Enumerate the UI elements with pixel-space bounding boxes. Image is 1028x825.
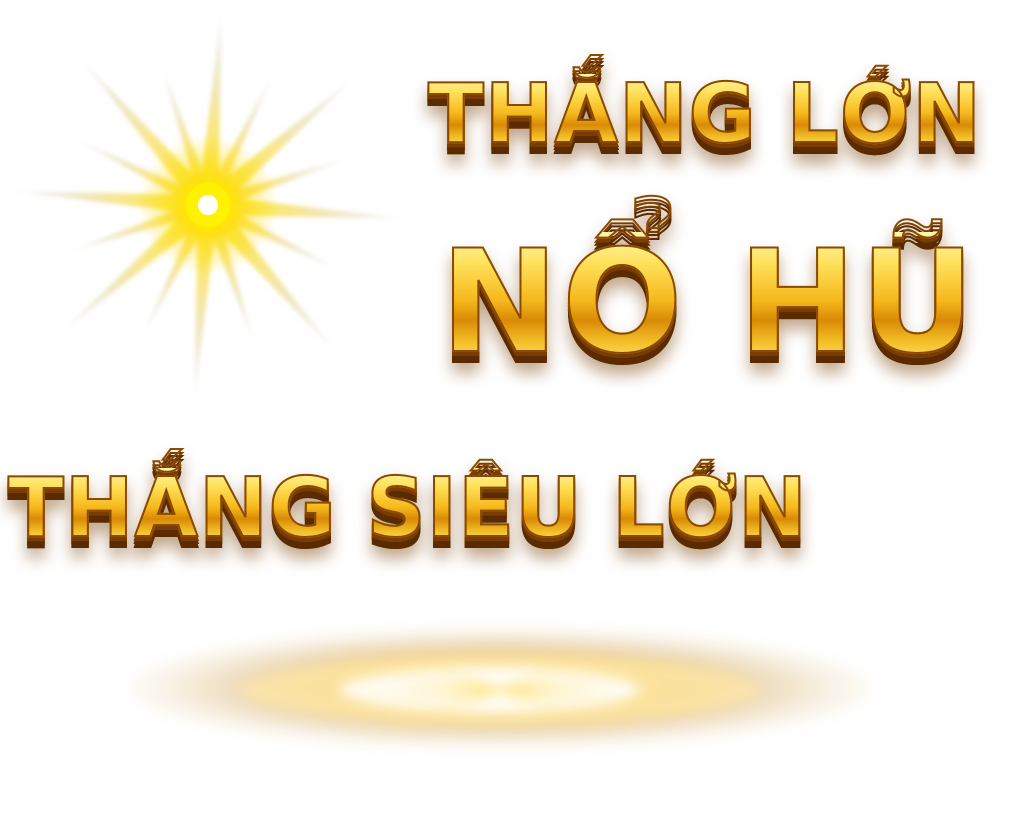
mega-win-title: THẮNG SIÊU LỚN <box>8 461 808 556</box>
big-win-title: THẮNG LỚN <box>428 67 983 162</box>
jackpot-title: NỔ HŨ <box>440 220 979 385</box>
starburst-icon <box>0 0 420 420</box>
light-flare-icon <box>0 590 1028 790</box>
